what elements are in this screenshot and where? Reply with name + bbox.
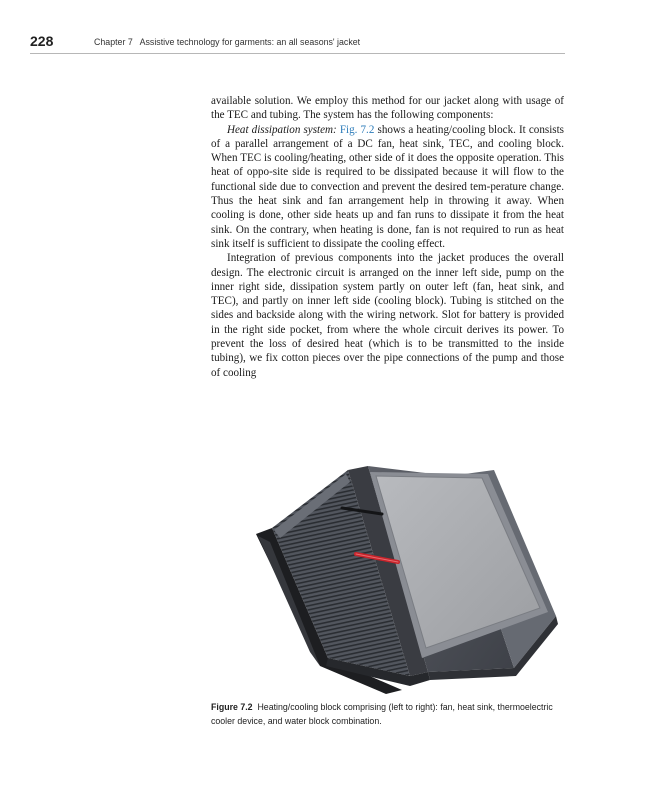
figure-caption <box>211 701 571 728</box>
page-number: 228 <box>30 33 54 49</box>
figure-link[interactable]: Fig. 7.2 <box>339 123 375 136</box>
paragraph-1: available solution. We employ this method for our jacket along with usage of the TEC and tubing. The system has the following components: <box>211 95 564 122</box>
figure-label: Figure 7.2 <box>211 702 253 712</box>
chapter-title: Chapter 7 Assistive technology for garments: an all seasons' jacket <box>94 37 361 48</box>
heat-dissipation-heading: Heat dissipation system: <box>227 123 337 136</box>
figure-image <box>250 462 570 694</box>
paragraph-2-text: shows a heating/cooling block. It consists of a parallel arrangement of a DC fan, heat sink, TEC, and cooling block. When TEC is cooling/heating, other side of it does the opposite operation. This heat of oppo-site side is required to be dissipated because it will flow to the functional side due to convection and prevent the desired tem-perature change. Thus the heat sink and fan arrangement help in throwing it away. When cooling is done, other side heats up and fan runs to dissipate it from the heat sink. On the contrary, when heating is done, fan is not required to run as heat sink itself is sufficient to dissipate the cooling effect. <box>211 123 564 250</box>
running-header <box>30 33 565 54</box>
heating-cooling-block-illustration <box>250 462 570 694</box>
figure-caption-text: Heating/cooling block comprising (left to right): fan, heat sink, thermoelectric cooler device, and water block combination. <box>211 702 553 726</box>
body-text <box>211 94 564 380</box>
paragraph-2 <box>211 123 564 252</box>
paragraph-3: Integration of previous components into the jacket produces the overall design. The electronic circuit is arranged on the inner left side, pump on the inner right side, dissipation system partly on outer left (fan, heat sink, and TEC), and partly on inner left side (cooling block). Tubing is stitched on the sides and backside along with the wiring network. Slot for battery is provided in the right side pocket, from where the whole circuit derives its power. To prevent the loss of desired heat (which is to be transmitted to the inside tubing), we fix cotton pieces over the pipe connections of the pump and those of cooling <box>211 252 564 379</box>
